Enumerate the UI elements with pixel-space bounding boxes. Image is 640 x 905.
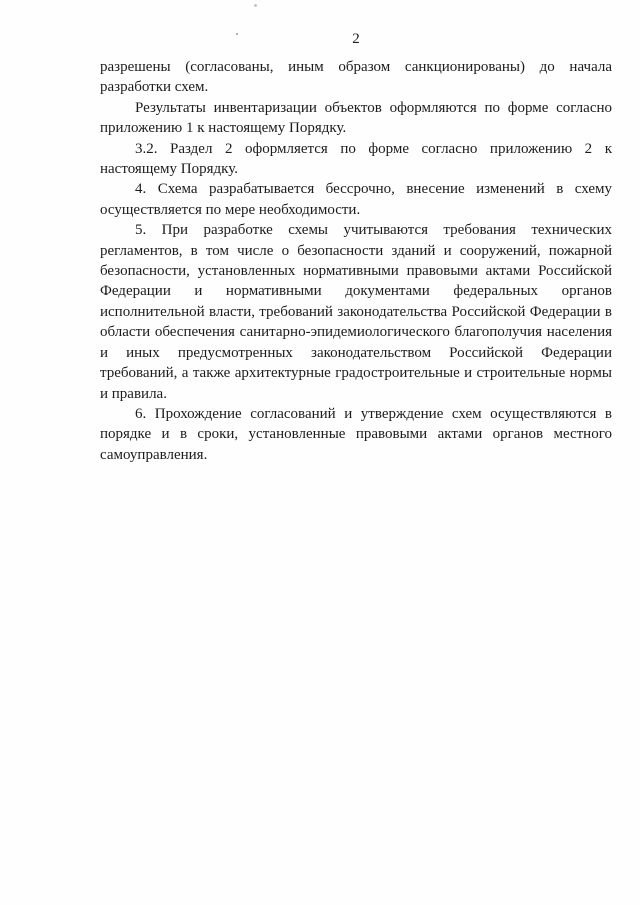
scan-artifact bbox=[254, 4, 257, 7]
page-number: 2 bbox=[352, 31, 360, 47]
paragraph-inventory-results: Результаты инвентаризации объектов оформляются по форме согласно приложению 1 к настоящему Порядку. bbox=[100, 99, 612, 137]
paragraph-continuation: разрешены (согласованы, иным образом санкционированы) до начала разработки схем. bbox=[100, 59, 612, 96]
paragraph-clause-4: 4. Схема разрабатывается бессрочно, внесение изменений в схему осуществляется по мере необходимости. bbox=[100, 181, 612, 218]
document-body bbox=[100, 57, 612, 465]
paragraph-clause-3-2: 3.2. Раздел 2 оформляется по форме согласно приложению 2 к настоящему Порядку. bbox=[100, 140, 612, 178]
paragraph-clause-5: 5. При разработке схемы учитываются требования технических регламентов, в том числе о безопасности зданий и сооружений, пожарной безопасности, установленных нормативными правовыми актами Российской Федерации и нормативными документами федеральных органов исполнительной власти, требований законодательства Российской Федерации в области обеспечения санитарно-эпидемиологического благополучия населения и иных предусмотренных законодательством Российской Федерации требований, а также архитектурные градостроительные и строительные нормы и правила. bbox=[100, 222, 612, 402]
paragraph-clause-6: 6. Прохождение согласований и утверждение схем осуществляются в порядке и в сроки, установленные правовыми актами органов местного самоуправления. bbox=[100, 405, 612, 463]
